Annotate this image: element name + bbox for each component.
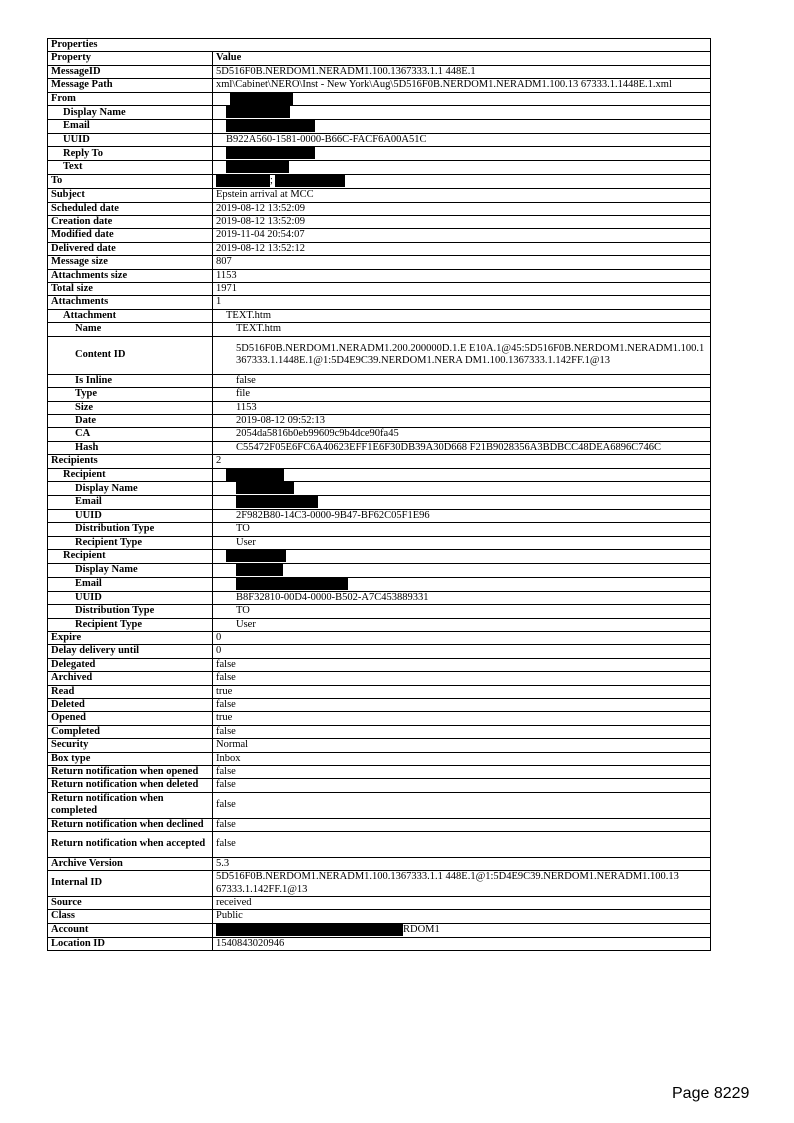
table-row bbox=[48, 388, 711, 401]
property-name: Archive Version bbox=[48, 857, 213, 870]
table-row bbox=[48, 618, 711, 631]
property-value: 5.3 bbox=[213, 857, 711, 870]
property-name: Delivered date bbox=[48, 242, 213, 255]
property-value: 1153 bbox=[213, 269, 711, 282]
redaction-bar bbox=[226, 469, 284, 481]
property-name: Security bbox=[48, 739, 213, 752]
property-name: Recipient Type bbox=[48, 618, 213, 631]
property-name: Recipient bbox=[48, 550, 213, 564]
property-value: C55472F05E6FC6A40623EFF1E6F30DB39A30D668 F21B9028356A3BDBCC48DEA6896C746C bbox=[213, 441, 711, 454]
property-value: 0 bbox=[213, 631, 711, 644]
property-name: Read bbox=[48, 685, 213, 698]
property-name: CA bbox=[48, 428, 213, 441]
table-row bbox=[48, 175, 711, 189]
property-value: xml\Cabinet\NERO\Inst - New York\Aug\5D516F0B.NERDOM1.NERADM1.100.13 67333.1.1448E.1.xml bbox=[213, 79, 711, 92]
header-value: Value bbox=[213, 52, 711, 65]
property-value bbox=[213, 120, 711, 134]
property-name: Email bbox=[48, 577, 213, 591]
property-name: Attachment bbox=[48, 309, 213, 322]
property-name: Scheduled date bbox=[48, 202, 213, 215]
property-value: Inbox bbox=[213, 752, 711, 765]
property-value: TO bbox=[213, 523, 711, 536]
table-row bbox=[48, 428, 711, 441]
table-row bbox=[48, 256, 711, 269]
table-row bbox=[48, 832, 711, 858]
property-name: Display Name bbox=[48, 564, 213, 578]
table-row bbox=[48, 897, 711, 910]
table-row bbox=[48, 672, 711, 685]
table-row bbox=[48, 374, 711, 387]
table-row bbox=[48, 871, 711, 897]
property-name: Recipient bbox=[48, 468, 213, 482]
property-name: Expire bbox=[48, 631, 213, 644]
property-name: Return notification when completed bbox=[48, 792, 213, 818]
property-value: 2F982B80-14C3-0000-9B47-BF62C05F1E96 bbox=[213, 510, 711, 523]
table-row bbox=[48, 242, 711, 255]
property-name: Hash bbox=[48, 441, 213, 454]
table-row bbox=[48, 202, 711, 215]
property-name: Content ID bbox=[48, 336, 213, 374]
property-value: 1540843020946 bbox=[213, 937, 711, 950]
table-row bbox=[48, 857, 711, 870]
property-value: false bbox=[213, 725, 711, 738]
property-value: false bbox=[213, 792, 711, 818]
table-row bbox=[48, 468, 711, 482]
property-name: Opened bbox=[48, 712, 213, 725]
table-row bbox=[48, 496, 711, 510]
table-row bbox=[48, 523, 711, 536]
property-name: Subject bbox=[48, 189, 213, 202]
property-value: 2054da5816b0eb99609c9b4dce90fa45 bbox=[213, 428, 711, 441]
property-value bbox=[213, 92, 711, 106]
property-value: false bbox=[213, 374, 711, 387]
table-row bbox=[48, 336, 711, 374]
property-value bbox=[213, 577, 711, 591]
property-name: From bbox=[48, 92, 213, 106]
property-value: Epstein arrival at MCC bbox=[213, 189, 711, 202]
redaction-bar bbox=[226, 161, 289, 173]
property-name: Internal ID bbox=[48, 871, 213, 897]
property-name: Completed bbox=[48, 725, 213, 738]
table-row bbox=[48, 937, 711, 950]
property-value: 2 bbox=[213, 455, 711, 468]
table-row bbox=[48, 134, 711, 147]
property-value bbox=[213, 550, 711, 564]
property-value: false bbox=[213, 818, 711, 831]
property-value: 2019-08-12 13:52:12 bbox=[213, 242, 711, 255]
table-row bbox=[48, 455, 711, 468]
property-value bbox=[213, 923, 711, 937]
table-row bbox=[48, 739, 711, 752]
table-row bbox=[48, 401, 711, 414]
table-row bbox=[48, 910, 711, 923]
table-row bbox=[48, 282, 711, 295]
property-name: Is Inline bbox=[48, 374, 213, 387]
redaction-bar bbox=[236, 564, 283, 576]
property-value: false bbox=[213, 765, 711, 778]
property-value: 807 bbox=[213, 256, 711, 269]
property-value bbox=[213, 147, 711, 161]
table-row bbox=[48, 536, 711, 549]
property-name: Type bbox=[48, 388, 213, 401]
property-value: User bbox=[213, 618, 711, 631]
redaction-bar bbox=[226, 550, 286, 562]
table-row bbox=[48, 482, 711, 496]
property-name: Message Path bbox=[48, 79, 213, 92]
property-value: B922A560-1581-0000-B66C-FACF6A00A51C bbox=[213, 134, 711, 147]
table-row bbox=[48, 414, 711, 427]
property-name: Location ID bbox=[48, 937, 213, 950]
property-name: UUID bbox=[48, 591, 213, 604]
property-name: UUID bbox=[48, 134, 213, 147]
property-name: Return notification when opened bbox=[48, 765, 213, 778]
table-row bbox=[48, 323, 711, 336]
property-name: Distribution Type bbox=[48, 523, 213, 536]
table-row bbox=[48, 269, 711, 282]
property-value: false bbox=[213, 832, 711, 858]
property-name: Attachments size bbox=[48, 269, 213, 282]
property-name: Name bbox=[48, 323, 213, 336]
property-value: 1971 bbox=[213, 282, 711, 295]
table-row bbox=[48, 189, 711, 202]
property-name: Total size bbox=[48, 282, 213, 295]
redaction-bar bbox=[226, 120, 315, 132]
property-name: Email bbox=[48, 120, 213, 134]
property-value bbox=[213, 175, 711, 189]
property-name: Delegated bbox=[48, 658, 213, 671]
property-name: Delay delivery until bbox=[48, 645, 213, 658]
table-row bbox=[48, 229, 711, 242]
table-row bbox=[48, 698, 711, 711]
table-row bbox=[48, 591, 711, 604]
table-row bbox=[48, 550, 711, 564]
property-value: 2019-08-12 13:52:09 bbox=[213, 202, 711, 215]
property-name: Box type bbox=[48, 752, 213, 765]
property-name: Recipient Type bbox=[48, 536, 213, 549]
redaction-bar bbox=[236, 496, 318, 508]
table-row bbox=[48, 631, 711, 644]
table-row bbox=[48, 779, 711, 792]
property-name: Size bbox=[48, 401, 213, 414]
property-name: Text bbox=[48, 161, 213, 175]
redaction-bar bbox=[226, 147, 315, 159]
property-name: Return notification when deleted bbox=[48, 779, 213, 792]
property-name: Distribution Type bbox=[48, 605, 213, 618]
table-row bbox=[48, 725, 711, 738]
property-value: false bbox=[213, 779, 711, 792]
property-name: Archived bbox=[48, 672, 213, 685]
table-title: Properties bbox=[48, 39, 711, 52]
property-value: file bbox=[213, 388, 711, 401]
property-value: 0 bbox=[213, 645, 711, 658]
table-row bbox=[48, 765, 711, 778]
table-row bbox=[48, 161, 711, 175]
property-value bbox=[213, 468, 711, 482]
table-title-row bbox=[48, 39, 711, 52]
property-name: Recipients bbox=[48, 455, 213, 468]
table-row bbox=[48, 296, 711, 309]
value-text: RDOM1 bbox=[403, 923, 440, 935]
table-row bbox=[48, 309, 711, 322]
table-row bbox=[48, 441, 711, 454]
property-value: TEXT.htm bbox=[213, 323, 711, 336]
property-value: User bbox=[213, 536, 711, 549]
property-value: 5D516F0B.NERDOM1.NERADM1.100.1367333.1.1 448E.1@1:5D4E9C39.NERDOM1.NERADM1.100.13 67333.1.142FF.1@13 bbox=[213, 871, 711, 897]
table-header-row bbox=[48, 52, 711, 65]
property-value: B8F32810-00D4-0000-B502-A7C453889331 bbox=[213, 591, 711, 604]
property-value bbox=[213, 106, 711, 120]
table-row bbox=[48, 79, 711, 92]
property-value: 2019-11-04 20:54:07 bbox=[213, 229, 711, 242]
property-value: Normal bbox=[213, 739, 711, 752]
property-name: UUID bbox=[48, 510, 213, 523]
property-name: Return notification when accepted bbox=[48, 832, 213, 858]
redaction-bar bbox=[236, 578, 348, 590]
table-row bbox=[48, 818, 711, 831]
property-name: Message size bbox=[48, 256, 213, 269]
table-row bbox=[48, 792, 711, 818]
redaction-bar bbox=[216, 924, 403, 936]
table-row bbox=[48, 658, 711, 671]
property-value bbox=[213, 482, 711, 496]
property-value bbox=[213, 496, 711, 510]
separator: ; bbox=[270, 175, 273, 187]
redaction-bar bbox=[275, 175, 345, 187]
property-name: Creation date bbox=[48, 215, 213, 228]
property-name: Return notification when declined bbox=[48, 818, 213, 831]
property-value: 1153 bbox=[213, 401, 711, 414]
property-name: Deleted bbox=[48, 698, 213, 711]
table-row bbox=[48, 564, 711, 578]
property-value: received bbox=[213, 897, 711, 910]
table-row bbox=[48, 147, 711, 161]
property-name: Class bbox=[48, 910, 213, 923]
redaction-bar bbox=[230, 93, 293, 105]
property-value: 2019-08-12 13:52:09 bbox=[213, 215, 711, 228]
property-name: To bbox=[48, 175, 213, 189]
property-value: true bbox=[213, 712, 711, 725]
property-value: false bbox=[213, 672, 711, 685]
table-row bbox=[48, 65, 711, 78]
property-name: Attachments bbox=[48, 296, 213, 309]
redaction-bar bbox=[236, 482, 294, 494]
table-row bbox=[48, 685, 711, 698]
table-row bbox=[48, 510, 711, 523]
table-row bbox=[48, 712, 711, 725]
property-name: MessageID bbox=[48, 65, 213, 78]
property-value: TEXT.htm bbox=[213, 309, 711, 322]
property-name: Email bbox=[48, 496, 213, 510]
table-row bbox=[48, 645, 711, 658]
table-row bbox=[48, 92, 711, 106]
property-name: Reply To bbox=[48, 147, 213, 161]
property-name: Display Name bbox=[48, 106, 213, 120]
property-name: Modified date bbox=[48, 229, 213, 242]
table-row bbox=[48, 923, 711, 937]
property-value bbox=[213, 564, 711, 578]
property-name: Display Name bbox=[48, 482, 213, 496]
table-row bbox=[48, 106, 711, 120]
property-value: 1 bbox=[213, 296, 711, 309]
redaction-bar bbox=[216, 175, 270, 187]
property-value bbox=[213, 161, 711, 175]
table-row bbox=[48, 752, 711, 765]
header-property: Property bbox=[48, 52, 213, 65]
property-value: 5D516F0B.NERDOM1.NERADM1.200.200000D.1.E E10A.1@45:5D516F0B.NERDOM1.NERADM1.100.1 367333.1.1448E.1@1:5D4E9C39.NERDOM1.NERA DM1.100.1367333.1.142FF.1@13 bbox=[213, 336, 711, 374]
property-name: Date bbox=[48, 414, 213, 427]
property-name: Source bbox=[48, 897, 213, 910]
property-value: TO bbox=[213, 605, 711, 618]
page-number: Page 8229 bbox=[672, 1085, 750, 1102]
property-value: true bbox=[213, 685, 711, 698]
property-value: Public bbox=[213, 910, 711, 923]
property-name: Account bbox=[48, 923, 213, 937]
property-value: false bbox=[213, 658, 711, 671]
property-value: false bbox=[213, 698, 711, 711]
table-row bbox=[48, 120, 711, 134]
property-value: 5D516F0B.NERDOM1.NERADM1.100.1367333.1.1 448E.1 bbox=[213, 65, 711, 78]
properties-table bbox=[47, 38, 711, 951]
table-row bbox=[48, 577, 711, 591]
table-row bbox=[48, 605, 711, 618]
property-value: 2019-08-12 09:52:13 bbox=[213, 414, 711, 427]
table-row bbox=[48, 215, 711, 228]
redaction-bar bbox=[226, 106, 290, 118]
